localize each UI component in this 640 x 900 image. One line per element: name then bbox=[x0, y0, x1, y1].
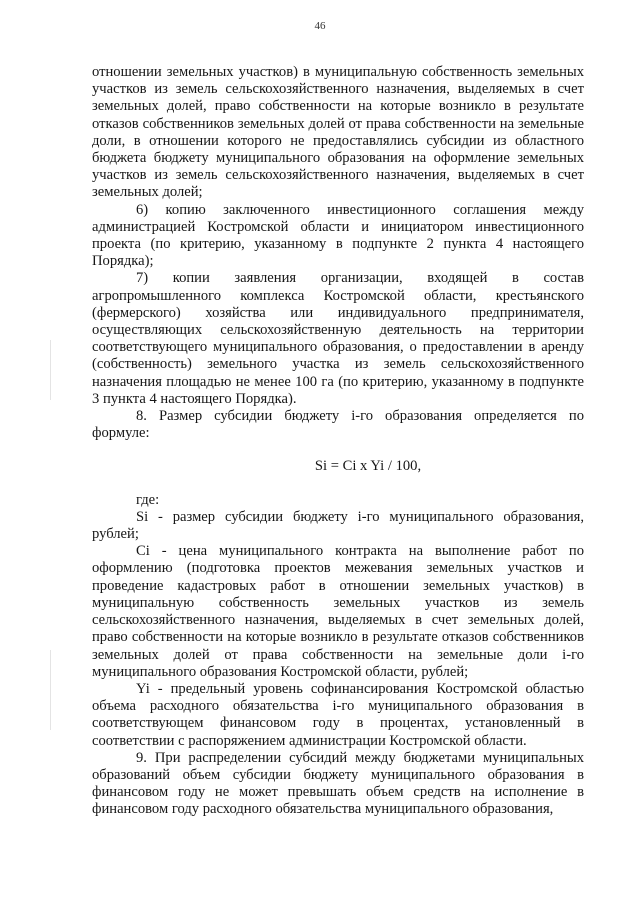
definition-yi: Yi - предельный уровень софинансирования Костромской областью объема расходного обязательства i-го муниципального образования в соответствующем финансовом году в процентах, установленный в соответствии с распоряжением администрации Костромской области. bbox=[92, 680, 584, 749]
definition-ci: Ci - цена муниципального контракта на выполнение работ по оформлению (подготовка проектов межевания земельных участков и проведение кадастровых работ в отношении земельных участков) в муниципальную собственность земельных участков из земель сельскохозяйственного назначения, выделяемых в счет земельных долей, право собственности на которые возникло в результате отказов собственников земельных долей от права собственности на земельные доли i-го муниципального образования Костромской области, рублей; bbox=[92, 543, 584, 680]
paragraph-continuation: отношении земельных участков) в муниципальную собственность земельных участков из земель сельскохозяйственного назначения, выделяемых в счет земельных долей, право собственности на которые возникло в результате отказов собственников земельных долей от права собственности на земельные доли, в отношении которого не предоставлялись субсидии из областного бюджета бюджету муниципального образования на оформление земельных участков из земель сельскохозяйственного назначения, выделяемых в счет земельных долей; bbox=[92, 64, 584, 201]
document-body bbox=[92, 64, 584, 819]
formula: Si = Ci x Yi / 100, bbox=[314, 458, 422, 475]
scan-margin-mark bbox=[50, 650, 51, 730]
definition-si: Si - размер субсидии бюджету i-го муниципального образования, рублей; bbox=[92, 508, 584, 543]
paragraph-item-7: 7) копии заявления организации, входящей в состав агропромышленного комплекса Костромской области, крестьянского (фермерского) хозяйства или индивидуального предпринимателя, осуществляющих сельскохозяйственную деятельность на территории соответствующего муниципального образования, о предоставлении в аренду (собственность) земельного участка из земель сельскохозяйственного назначения площадью не менее 100 га (по критерию, указанному в подпункте 3 пункта 4 настоящего Порядка). bbox=[92, 270, 584, 407]
where-label: где: bbox=[136, 491, 160, 508]
paragraph-item-8: 8. Размер субсидии бюджету i-го образования определяется по формуле: bbox=[92, 408, 584, 442]
page-number: 46 bbox=[314, 20, 326, 32]
paragraph-item-9: 9. При распределении субсидий между бюджетами муниципальных образований объем субсидии бюджету муниципального образования в финансовом году не может превышать объем средств на исполнение в финансовом году расходного обязательства муниципального образования, bbox=[92, 749, 584, 818]
paragraph-item-6: 6) копию заключенного инвестиционного соглашения между администрацией Костромской области и инициатором инвестиционного проекта (по критерию, указанному в подпункте 2 пункта 4 настоящего Порядка); bbox=[92, 201, 584, 270]
scan-margin-mark bbox=[50, 340, 51, 400]
